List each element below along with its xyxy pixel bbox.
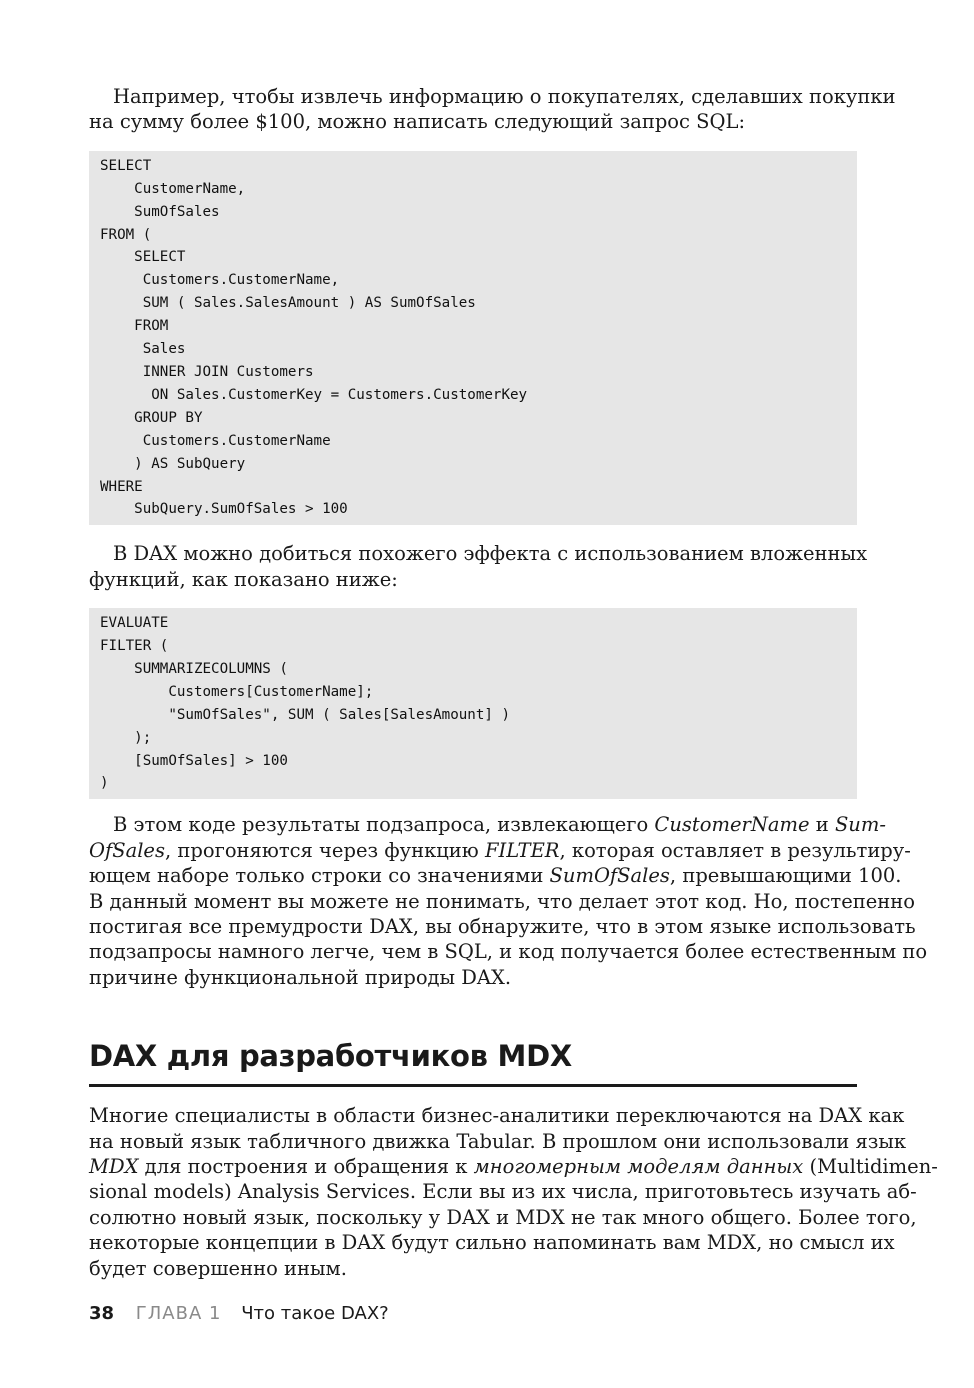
text-line: Например, чтобы извлечь информацию о покупателях, сделавших покупки (113, 85, 896, 108)
code-line: EVALUATE (100, 615, 169, 632)
chapter-label: ГЛАВА 1 (135, 1303, 222, 1324)
code-line: ); (100, 729, 152, 746)
code-line: Customers.CustomerName, (100, 272, 340, 289)
text-line: на сумму более $100, можно написать следующий запрос SQL: (89, 110, 746, 134)
code-line: WHERE (100, 478, 143, 495)
text-line: В DAX можно добиться похожего эффекта с использованием вложенных (113, 542, 868, 566)
text-line: В этом коде результаты подзапроса, извлекающего CustomerName и Sum- (113, 813, 886, 837)
code-line: SELECT (100, 249, 186, 266)
text-line: ющем наборе только строки со значениями SumOfSales, превышающими 100. (89, 864, 902, 888)
text-line: подзапросы намного легче, чем в SQL, и код получается более естественным по (89, 940, 928, 964)
code-line: Customers.CustomerName (100, 432, 331, 449)
code-line: SumOfSales (100, 203, 220, 220)
code-line: ) AS SubQuery (100, 455, 246, 472)
code-line: FROM ( (100, 226, 152, 243)
text-line: OfSales, прогоняются через функцию FILTER, которая оставляет в результиру- (89, 838, 911, 862)
section-heading: DAX для разработчиков MDX (89, 1038, 857, 1087)
page-number: 38 (89, 1303, 115, 1324)
code-line: Sales (100, 341, 186, 358)
code-line: Customers[CustomerName]; (100, 683, 374, 700)
page-content (89, 84, 938, 1281)
text-line: В данный момент вы можете не понимать, что делает этот код. Но, постепенно (89, 889, 916, 913)
code-line: ) (100, 775, 109, 792)
paragraph-mdx (89, 1103, 938, 1281)
dax-code-block (89, 608, 857, 799)
text-line: будет совершенно иным. (89, 1256, 347, 1280)
code-line: SELECT (100, 157, 152, 174)
code-line: ON Sales.CustomerKey = Customers.CustomerKey (100, 386, 528, 403)
code-line: SUMMARIZECOLUMNS ( (100, 660, 288, 677)
text-line: MDX для построения и обращения к многомерным моделям данных (Multidimen- (89, 1155, 938, 1179)
text-line: солютно новый язык, поскольку у DAX и MDX не так много общего. Более того, (89, 1205, 917, 1229)
text-line: на новый язык табличного движка Tabular. В прошлом они использовали язык (89, 1129, 907, 1153)
code-line: SUM ( Sales.SalesAmount ) AS SumOfSales (100, 295, 476, 312)
text-line: постигая все премудрости DAX, вы обнаружите, что в этом языке использовать (89, 915, 916, 938)
code-line: GROUP BY (100, 409, 203, 426)
paragraph-explanation (89, 812, 928, 990)
chapter-title: Что такое DAX? (241, 1303, 389, 1324)
paragraph-intro-dax (89, 541, 868, 592)
sql-code-block (89, 151, 857, 526)
text-line: функций, как показано ниже: (89, 567, 398, 591)
code-line: FILTER ( (100, 638, 169, 655)
code-line: CustomerName, (100, 180, 246, 197)
page-footer (89, 1302, 389, 1326)
code-line: INNER JOIN Customers (100, 363, 314, 380)
code-line: [SumOfSales] > 100 (100, 752, 288, 769)
text-line: причине функциональной природы DAX. (89, 965, 512, 989)
text-line: Многие специалисты в области бизнес-аналитики переключаются на DAX как (89, 1104, 905, 1128)
code-line: "SumOfSales", SUM ( Sales[SalesAmount] ) (100, 706, 510, 723)
text-line: некоторые концепции в DAX будут сильно напоминать вам MDX, но смысл их (89, 1231, 895, 1255)
code-line: FROM (100, 318, 169, 335)
paragraph-intro-sql (89, 84, 896, 135)
text-line: sional models) Analysis Services. Если вы из их числа, приготовьтесь изучать аб- (89, 1180, 917, 1204)
code-line: SubQuery.SumOfSales > 100 (100, 501, 348, 518)
